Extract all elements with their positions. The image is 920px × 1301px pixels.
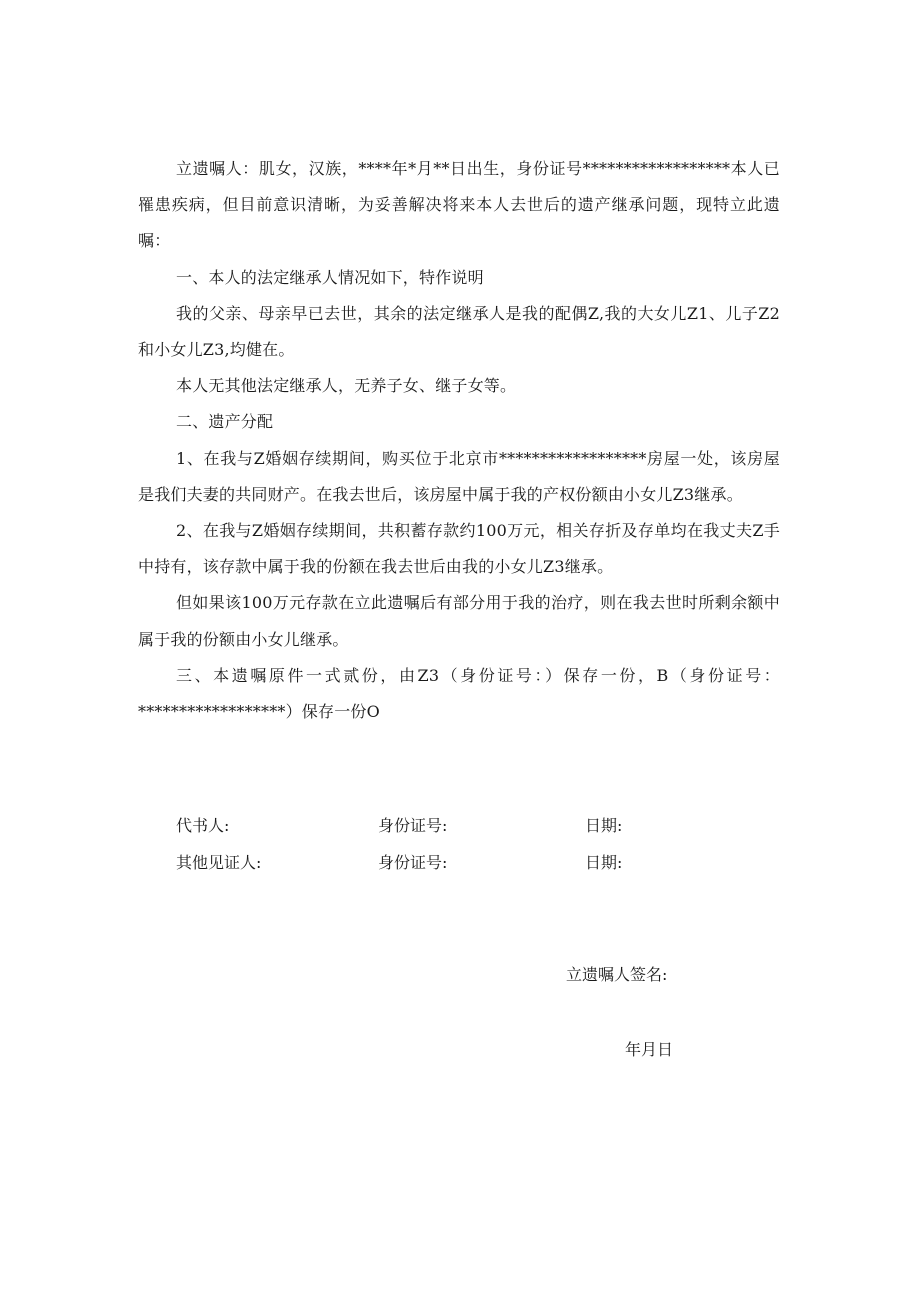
scribe-date-label: 日期: bbox=[585, 816, 623, 835]
witness-signature-row bbox=[0, 851, 920, 875]
scribe-label: 代书人: bbox=[176, 816, 230, 835]
testator-signature-label: 立遗嘱人签名: bbox=[566, 965, 668, 984]
paragraph-section-heirs-heading: 一、本人的法定继承人情况如下，特作说明 bbox=[176, 267, 484, 287]
signature-date-line: 年月日 bbox=[625, 1040, 674, 1059]
paragraph-house-clause: 1、在我与Z婚姻存续期间，购买位于北京市******************房屋一处，该房屋是我们夫妻的共同财产。在我去世后，该房屋中属于我的产权份额由小女儿Z3继承。 bbox=[138, 448, 780, 504]
witness-label: 其他见证人: bbox=[176, 853, 262, 872]
witness-id-label: 身份证号: bbox=[378, 853, 448, 872]
paragraph-savings-clause: 2、在我与Z婚姻存续期间，共积蓄存款约100万元，相关存折及存单均在我丈夫Z手中持有，该存款中属于我的份额在我去世后由我的小女儿Z3继承。 bbox=[138, 521, 780, 577]
witness-date-label: 日期: bbox=[585, 853, 623, 872]
paragraph-savings-remainder: 但如果该100万元存款在立此遗嘱后有部分用于我的治疗，则在我去世时所剩余额中属于我的份额由小女儿继承。 bbox=[138, 593, 780, 649]
paragraph-heirs-detail: 我的父亲、母亲早已去世，其余的法定继承人是我的配偶Z,我的大女儿Z1、儿子Z2和小女儿Z3,均健在。 bbox=[138, 303, 780, 360]
paragraph-section-distribution-heading: 二、遗产分配 bbox=[176, 412, 274, 432]
paragraph-no-other-heirs: 本人无其他法定继承人，无养子女、继子女等。 bbox=[176, 376, 517, 396]
paragraph-copies-clause: 三、本遗嘱原件一式贰份，由Z3（身份证号：）保存一份，B（身份证号：******************）保存一份O bbox=[138, 665, 780, 722]
paragraph-intro: 立遗嘱人：肌女，汉族，****年*月**日出生，身份证号******************本人已罹患疾病，但目前意识清晰，为妥善解决将来本人去世后的遗产继承问题，现特立此遗嘱： bbox=[138, 159, 780, 251]
will-body bbox=[138, 151, 780, 730]
scribe-id-label: 身份证号: bbox=[378, 816, 448, 835]
scribe-signature-row bbox=[0, 814, 920, 838]
